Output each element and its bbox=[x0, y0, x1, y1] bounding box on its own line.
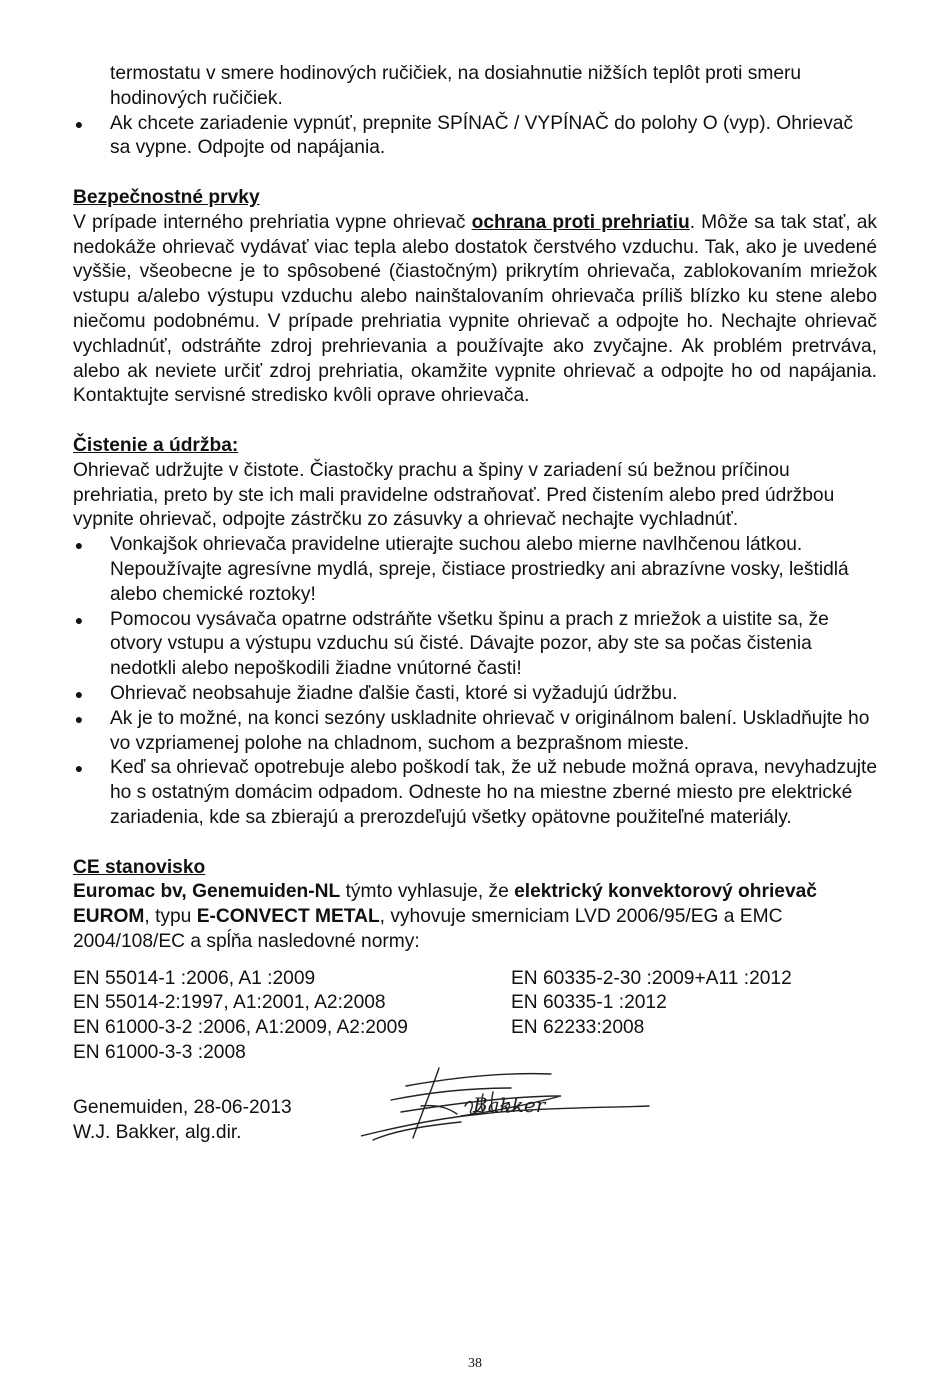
ce-declaration: Euromac bv, Genemuiden-NL týmto vyhlasuje, že elektrický konvektorový ohrievač EUROM, typu E-CONVECT METAL, vyhovuje smerniciam LVD 2006/95/EG a EMC 2004/108/EC a spĺňa nasledovné normy: bbox=[73, 881, 817, 952]
bullet-icon: ● bbox=[74, 115, 84, 132]
cleaning-list bbox=[73, 533, 877, 831]
norm-item: EN 61000-3-3 :2008 bbox=[73, 1042, 246, 1064]
norm-item: EN 62233:2008 bbox=[511, 1017, 645, 1039]
bullet-icon: ● bbox=[74, 611, 84, 628]
cleaning-heading: Čistenie a údržba: bbox=[73, 434, 239, 456]
signature-block bbox=[73, 1066, 877, 1156]
bullet-icon: ● bbox=[74, 685, 84, 702]
norm-item: EN 55014-2:1997, A1:2001, A2:2008 bbox=[73, 992, 386, 1014]
norm-item: EN 60335-1 :2012 bbox=[511, 992, 667, 1014]
bullet-icon: ● bbox=[74, 760, 84, 777]
norm-item: EN 60335-2-30 :2009+A11 :2012 bbox=[511, 967, 792, 989]
list-item: ● Ak chcete zariadenie vypnúť, prepnite SPÍNAČ / VYPÍNAČ do polohy O (vyp). Ohrievač sa vypne. Odpojte od napájania. bbox=[74, 112, 854, 159]
list-item: ● Ak je to možné, na konci sezóny uskladnite ohrievač v originálnom balení. Uskladňujte ho vo vzpriamenej polohe na chladnom, suchom a bezprašnom mieste. bbox=[74, 707, 870, 754]
place-date: Genemuiden, 28-06-2013 bbox=[73, 1096, 292, 1118]
norm-item: EN 55014-1 :2006, A1 :2009 bbox=[73, 967, 316, 989]
svg-text:Bakker: Bakker bbox=[473, 1092, 546, 1117]
cleaning-intro: Ohrievač udržujte v čistote. Čiastočky prachu a špiny v zariadení sú bežnou príčinou prehriatia, preto by ste ich mali pravidelne odstraňovať. Pred čistením alebo pred údržbou vypnite ohrievač, odpojte zástrčku zo zásuvky a ohrievač nechajte vychladnúť. bbox=[73, 459, 835, 531]
norms-right-column bbox=[511, 967, 877, 1066]
overheat-protection-term: ochrana proti prehriatiu bbox=[471, 211, 690, 233]
bullet-icon: ● bbox=[74, 710, 84, 727]
intro-continuation: termostatu v smere hodinových ručičiek, na dosiahnutie nižších teplôt proti smeru hodinových ručičiek. bbox=[110, 63, 802, 109]
list-item: ● Ohrievač neobsahuje žiadne ďalšie časti, ktoré si vyžadujú údržbu. bbox=[73, 682, 877, 707]
list-item: ● Vonkajšok ohrievača pravidelne utierajte suchou alebo mierne navlhčenou látkou. Nepoužívajte agresívne mydlá, spreje, čistiace prostriedky ani abrazívne vosky, leštidlá alebo chemické roztoky! bbox=[74, 534, 849, 605]
safety-paragraph: V prípade interného prehriatia vypne ohrievač ochrana proti prehriatiu. Môže sa tak stať, ak nedokáže ohrievač vydávať viac tepla alebo dostatok čerstvého vzduchu. Tak, ako je uvedené vyššie, všeobecne je to spôsobené (čiastočným) prikrytím ohrievača, zablokovaním mriežok vstupu a/alebo výstupu vzduchu alebo nainštalovaním ohrievača príliš blízko ku stene alebo niečomu podobnému. V prípade prehriatia vypnite ohrievač a odpojte ho. Nechajte ohrievač vychladnúť, odstráňte zdroj prehrievania a používajte ako zvyčajne. Ak problém pretrváva, alebo ak neviete určiť zdroj prehriatia, okamžite vypnite ohrievač a odpojte ho od napájania. Kontaktujte servisné stredisko kvôli oprave ohrievača. bbox=[73, 211, 878, 407]
list-item: ● Pomocou vysávača opatrne odstráňte všetku špinu a prach z mriežok a uistite sa, že otvory vstupu a výstupu vzduchu sú čisté. Dávajte pozor, aby ste sa počas čistenia nedotkli alebo nepoškodili žiadne vnútorné časti! bbox=[74, 608, 829, 680]
signatory: W.J. Bakker, alg.dir. bbox=[73, 1121, 242, 1143]
page-number: 38 bbox=[468, 1356, 482, 1371]
norms-left-column bbox=[73, 967, 511, 1066]
ce-heading: CE stanovisko bbox=[73, 856, 206, 878]
bullet-icon: ● bbox=[74, 537, 84, 554]
list-item: ● Keď sa ohrievač opotrebuje alebo poškodí tak, že už nebude možná oprava, nevyhadzujte ho s ostatným domácim odpadom. Odneste ho na miestne zberné miesto pre elektrické zariadenia, kde sa zbierajú a prerozdeľujú všetky opätovne použiteľné materiály. bbox=[74, 757, 878, 828]
safety-heading: Bezpečnostné prvky bbox=[73, 186, 260, 208]
intro-list bbox=[73, 112, 877, 162]
norms-table bbox=[73, 967, 877, 1066]
document-page bbox=[73, 62, 877, 1156]
norm-item: EN 61000-3-2 :2006, A1:2009, A2:2009 bbox=[73, 1017, 408, 1039]
signature-image bbox=[361, 1066, 651, 1146]
